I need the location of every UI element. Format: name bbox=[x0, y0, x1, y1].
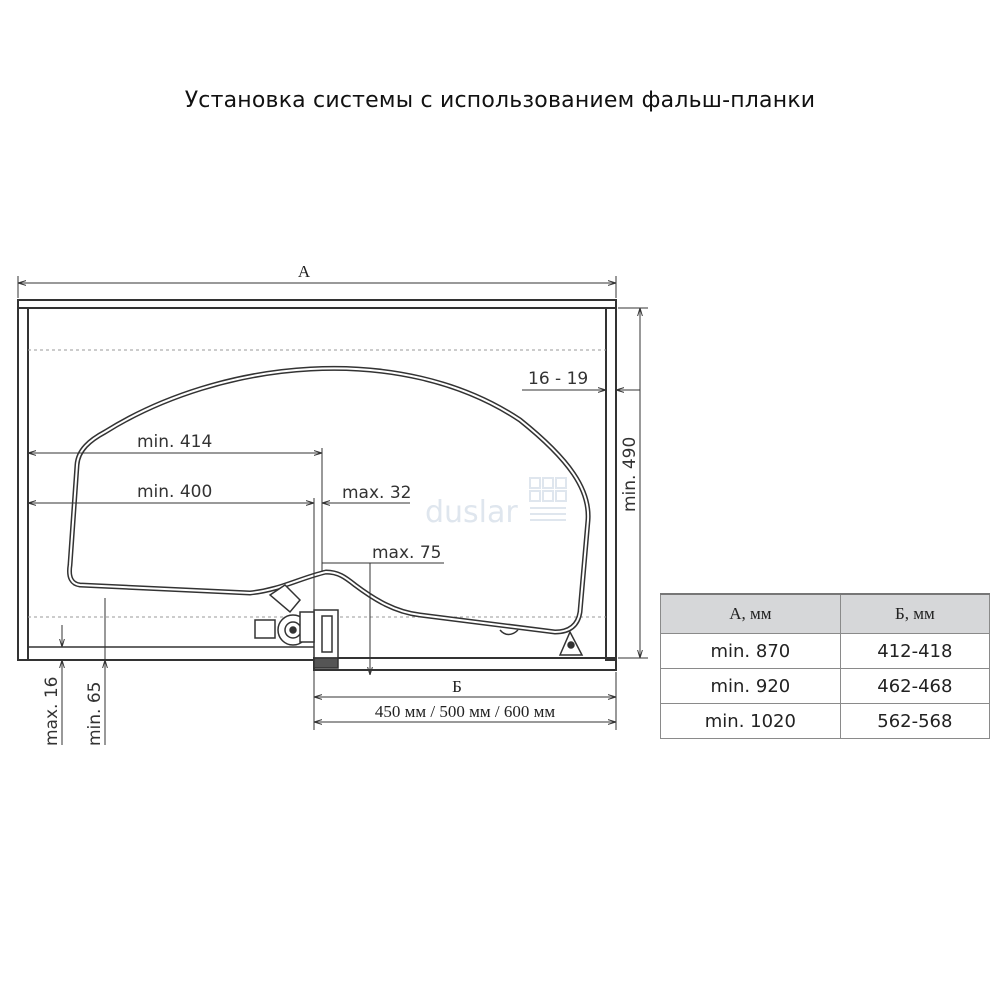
table-cell: min. 1020 bbox=[661, 704, 841, 739]
dimension-min-490-label: min. 490 bbox=[620, 436, 640, 512]
dimension-a bbox=[18, 276, 616, 298]
dimension-max-32-label: max. 32 bbox=[342, 483, 412, 503]
table-row bbox=[661, 669, 990, 704]
dimension-min-414-label: min. 414 bbox=[137, 432, 213, 452]
table-cell: min. 870 bbox=[661, 634, 841, 669]
table-row bbox=[661, 634, 990, 669]
dimension-widths-label: 450 мм / 500 мм / 600 мм bbox=[374, 702, 556, 721]
hinge-mechanism-icon bbox=[255, 585, 582, 668]
table-header-row bbox=[661, 594, 990, 634]
dimension-panel-thickness-label: 16 - 19 bbox=[528, 369, 589, 389]
table-cell: 462-468 bbox=[840, 669, 989, 704]
dimension-min-65-label: min. 65 bbox=[85, 681, 105, 746]
dimension-min-400-label: min. 400 bbox=[137, 482, 213, 502]
watermark-logo bbox=[425, 478, 566, 530]
table-cell: 412-418 bbox=[840, 634, 989, 669]
size-table bbox=[660, 593, 990, 739]
table-cell: min. 920 bbox=[661, 669, 841, 704]
table-cell: 562-568 bbox=[840, 704, 989, 739]
dimension-b-label: Б bbox=[452, 677, 462, 696]
table-header-a: А, мм bbox=[661, 594, 841, 634]
table-row bbox=[661, 704, 990, 739]
watermark-text: duslar bbox=[425, 495, 518, 530]
dimension-max-75-label: max. 75 bbox=[372, 543, 442, 563]
dimension-a-label: А bbox=[297, 262, 311, 281]
page-title: Установка системы с использованием фальш-планки bbox=[184, 88, 816, 113]
table-header-b: Б, мм bbox=[840, 594, 989, 634]
dimension-max-16-label: max. 16 bbox=[42, 676, 62, 746]
dimension-b bbox=[314, 672, 616, 730]
